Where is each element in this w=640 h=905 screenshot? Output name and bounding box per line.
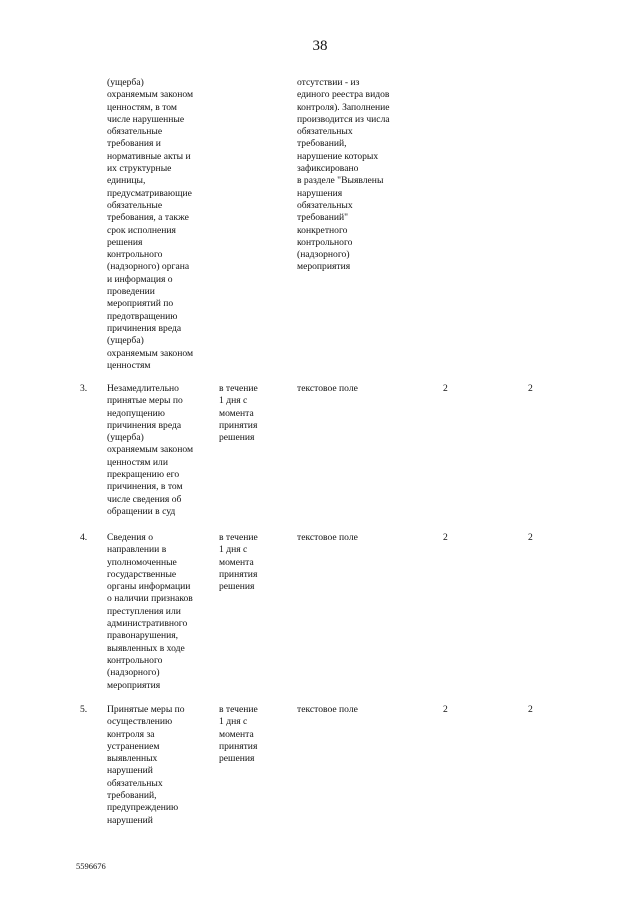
row-value-2: 2	[528, 532, 533, 543]
row-value-1: 2	[443, 704, 448, 715]
row-value-2: 2	[528, 704, 533, 715]
row-description: текстовое поле	[297, 704, 358, 715]
row-value-1: 2	[443, 383, 448, 394]
row-description: текстовое поле	[297, 532, 358, 543]
row-value-2: 2	[528, 383, 533, 394]
continuation-name-cell: (ущерба) охраняемым законом ценностям, в том числе нарушенные обязательные требования и нормативные акты и их структурные единицы, предусматривающие обязательные требования, а также срок исполнения решения контрольного (надзорного) органа и информация о проведении мероприятий по предотвращению причинения вреда (ущерба) охраняемым законом ценностям	[107, 77, 194, 371]
row-name: Незамедлительно принятые меры по недопущению причинения вреда (ущерба) охраняемым законом ценностям или прекращению его причинения, в том числе сведения об обращении в суд	[107, 383, 194, 517]
row-value-1: 2	[443, 532, 448, 543]
row-number: 4.	[80, 532, 88, 543]
row-name: Принятые меры по осуществлению контроля за устранением выявленных нарушений обязательных требований, предупреждению нарушений	[107, 704, 185, 826]
continuation-description-cell: отсутствии - из единого реестра видов контроля). Заполнение производится из числа обязательных требований, нарушение которых зафиксировано в разделе "Выявлены нарушения обязательных требований" конкретного контрольного (надзорного) мероприятия	[297, 77, 390, 273]
page-number: 38	[312, 38, 328, 54]
row-term: в течение 1 дня с момента принятия решения	[219, 383, 258, 444]
row-term: в течение 1 дня с момента принятия решения	[219, 532, 258, 593]
row-description: текстовое поле	[297, 383, 358, 394]
document-code: 5596676	[76, 861, 106, 871]
row-number: 5.	[80, 704, 88, 715]
row-number: 3.	[80, 383, 88, 394]
row-name: Сведения о направлении в уполномоченные государственные органы информации о наличии признаков преступления или административного правонарушения, выявленных в ходе контрольного (надзорного) мероприятия	[107, 532, 193, 691]
row-term: в течение 1 дня с момента принятия решения	[219, 704, 258, 765]
